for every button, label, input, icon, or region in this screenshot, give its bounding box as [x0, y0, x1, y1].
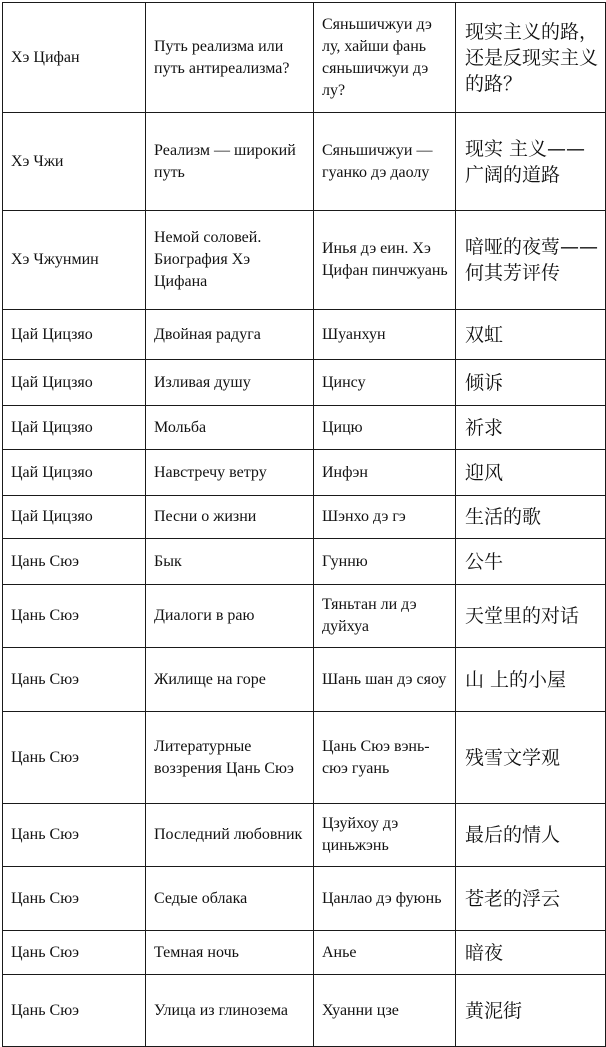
table-row	[3, 406, 606, 450]
author-cell: Цай Цицзяо	[3, 406, 146, 450]
table-row	[3, 113, 606, 211]
author-cell: Цай Цицзяо	[3, 450, 146, 496]
author-cell: Цай Цицзяо	[3, 496, 146, 539]
table-row	[3, 450, 606, 496]
chinese-title-cell: 苍老的浮云	[456, 867, 606, 931]
russian-title-cell: Бык	[146, 539, 314, 585]
author-cell: Хэ Чжунмин	[3, 211, 146, 310]
chinese-title-cell: 现实 主义——广阔的道路	[456, 113, 606, 211]
russian-title-cell: Литературные воззрения Цань Сюэ	[146, 712, 314, 804]
transliteration-cell: Шэнхо дэ гэ	[314, 496, 456, 539]
russian-title-cell: Мольба	[146, 406, 314, 450]
transliteration-cell: Инья дэ еин. Хэ Цифан пинчжуань	[314, 211, 456, 310]
author-cell: Цань Сюэ	[3, 867, 146, 931]
russian-title-cell: Седые облака	[146, 867, 314, 931]
chinese-title-cell: 双虹	[456, 310, 606, 360]
transliteration-cell: Цинсу	[314, 360, 456, 406]
transliteration-cell: Шань шан дэ сяоу	[314, 648, 456, 712]
author-cell: Хэ Чжи	[3, 113, 146, 211]
author-cell: Цай Цицзяо	[3, 310, 146, 360]
russian-title-cell: Двойная радуга	[146, 310, 314, 360]
russian-title-cell: Песни о жизни	[146, 496, 314, 539]
table-row	[3, 975, 606, 1047]
transliteration-cell: Гунню	[314, 539, 456, 585]
transliteration-cell: Шуанхун	[314, 310, 456, 360]
titles-table-body	[3, 3, 606, 1047]
transliteration-cell: Инфэн	[314, 450, 456, 496]
table-row	[3, 931, 606, 975]
chinese-title-cell: 天堂里的对话	[456, 585, 606, 648]
chinese-title-cell: 倾诉	[456, 360, 606, 406]
russian-title-cell: Темная ночь	[146, 931, 314, 975]
russian-title-cell: Улица из глинозема	[146, 975, 314, 1047]
table-row	[3, 585, 606, 648]
russian-title-cell: Навстречу ветру	[146, 450, 314, 496]
author-cell: Цань Сюэ	[3, 931, 146, 975]
table-row	[3, 211, 606, 310]
table-row	[3, 3, 606, 113]
chinese-title-cell: 祈求	[456, 406, 606, 450]
table-row	[3, 804, 606, 867]
chinese-title-cell: 迎风	[456, 450, 606, 496]
chinese-title-cell: 生活的歌	[456, 496, 606, 539]
table-row	[3, 867, 606, 931]
chinese-title-cell: 公牛	[456, 539, 606, 585]
table-row	[3, 539, 606, 585]
table-row	[3, 310, 606, 360]
table-row	[3, 496, 606, 539]
table-row	[3, 712, 606, 804]
titles-table	[2, 2, 606, 1047]
transliteration-cell: Сяньшичжуи дэ лу, хайши фань сяньшичжуи дэ лу?	[314, 3, 456, 113]
table-row	[3, 648, 606, 712]
russian-title-cell: Путь реализма или путь антиреализма?	[146, 3, 314, 113]
transliteration-cell: Цицю	[314, 406, 456, 450]
author-cell: Хэ Цифан	[3, 3, 146, 113]
transliteration-cell: Цзуйхоу дэ циньжэнь	[314, 804, 456, 867]
russian-title-cell: Изливая душу	[146, 360, 314, 406]
chinese-title-cell: 残雪文学观	[456, 712, 606, 804]
author-cell: Цань Сюэ	[3, 712, 146, 804]
author-cell: Цань Сюэ	[3, 539, 146, 585]
russian-title-cell: Диалоги в раю	[146, 585, 314, 648]
chinese-title-cell: 黄泥街	[456, 975, 606, 1047]
author-cell: Цань Сюэ	[3, 648, 146, 712]
transliteration-cell: Сяньшичжуи — гуанко дэ даолу	[314, 113, 456, 211]
author-cell: Цань Сюэ	[3, 804, 146, 867]
chinese-title-cell: 最后的情人	[456, 804, 606, 867]
chinese-title-cell: 暗夜	[456, 931, 606, 975]
transliteration-cell: Цань Сюэ вэньсюэ гуань	[314, 712, 456, 804]
transliteration-cell: Тяньтан ли дэ дуйхуа	[314, 585, 456, 648]
author-cell: Цань Сюэ	[3, 975, 146, 1047]
transliteration-cell: Хуанни цзе	[314, 975, 456, 1047]
chinese-title-cell: 山 上的小屋	[456, 648, 606, 712]
russian-title-cell: Немой соловей. Биография Хэ Цифана	[146, 211, 314, 310]
table-row	[3, 360, 606, 406]
chinese-title-cell: 现实主义的路，还是反现实主义的路？	[456, 3, 606, 113]
transliteration-cell: Анье	[314, 931, 456, 975]
transliteration-cell: Цанлао дэ фуюнь	[314, 867, 456, 931]
author-cell: Цань Сюэ	[3, 585, 146, 648]
russian-title-cell: Жилище на горе	[146, 648, 314, 712]
author-cell: Цай Цицзяо	[3, 360, 146, 406]
russian-title-cell: Реализм — широкий путь	[146, 113, 314, 211]
russian-title-cell: Последний любовник	[146, 804, 314, 867]
chinese-title-cell: 喑哑的夜莺——何其芳评传	[456, 211, 606, 310]
